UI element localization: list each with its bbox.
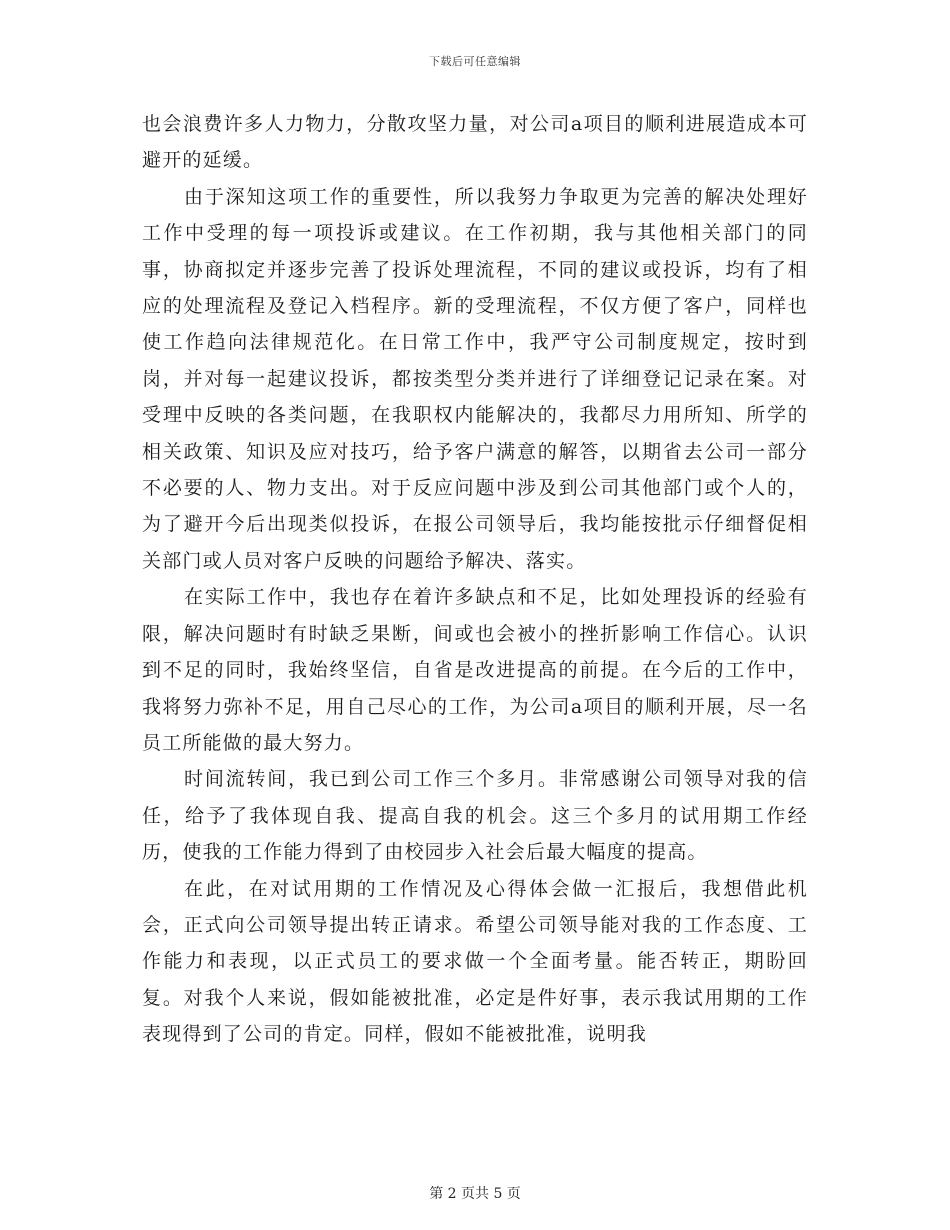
paragraph-5: 在此，在对试用期的工作情况及心得体会做一汇报后，我想借此机会，正式向公司领导提出转正请求。希望公司领导能对我的工作态度、工作能力和表现，以正式员工的要求做一个全面考量。能否转正，期盼回复。对我个人来说，假如能被批准，必定是件好事，表示我试用期的工作表现得到了公司的肯定。同样，假如不能被批准，说明我 — [142, 877, 808, 1046]
paragraph-3: 在实际工作中，我也存在着许多缺点和不足，比如处理投诉的经验有限，解决问题时有时缺乏果断，间或也会被小的挫折影响工作信心。认识到不足的同时，我始终坚信，自省是改进提高的前提。在今后的工作中，我将努力弥补不足，用自己尽心的工作，为公司a项目的顺利开展，尽一名员工所能做的最大努力。 — [142, 586, 808, 754]
page-footer: 第 2 页共 5 页 — [429, 1186, 521, 1202]
document-body — [142, 106, 808, 1053]
paragraph-2: 由于深知这项工作的重要性，所以我努力争取更为完善的解决处理好工作中受理的每一项投诉或建议。在工作初期，我与其他相关部门的同事，协商拟定并逐步完善了投诉处理流程，不同的建议或投诉，均有了相应的处理流程及登记入档程序。新的受理流程，不仅方便了客户，同样也使工作趋向法律规范化。在日常工作中，我严守公司制度规定，按时到岗，并对每一起建议投诉，都按类型分类并进行了详细登记记录在案。对受理中反映的各类问题，在我职权内能解决的，我都尽力用所知、所学的相关政策、知识及应对技巧，给予客户满意的解答，以期省去公司一部分不必要的人、物力支出。对于反应问题中涉及到公司其他部门或个人的，为了避开今后出现类似投诉，在报公司领导后，我均能按批示仔细督促相关部门或人员对客户反映的问题给予解决、落实。 — [142, 185, 808, 572]
paragraph-1: 也会浪费许多人力物力，分散攻坚力量，对公司a项目的顺利进展造成本可避开的延缓。 — [142, 113, 808, 172]
page-header: 下载后可任意编辑 — [429, 55, 521, 68]
paragraph-4: 时间流转间，我已到公司工作三个多月。非常感谢公司领导对我的信任，给予了我体现自我、提高自我的机会。这三个多月的试用期工作经历，使我的工作能力得到了由校园步入社会后最大幅度的提高。 — [142, 768, 808, 864]
